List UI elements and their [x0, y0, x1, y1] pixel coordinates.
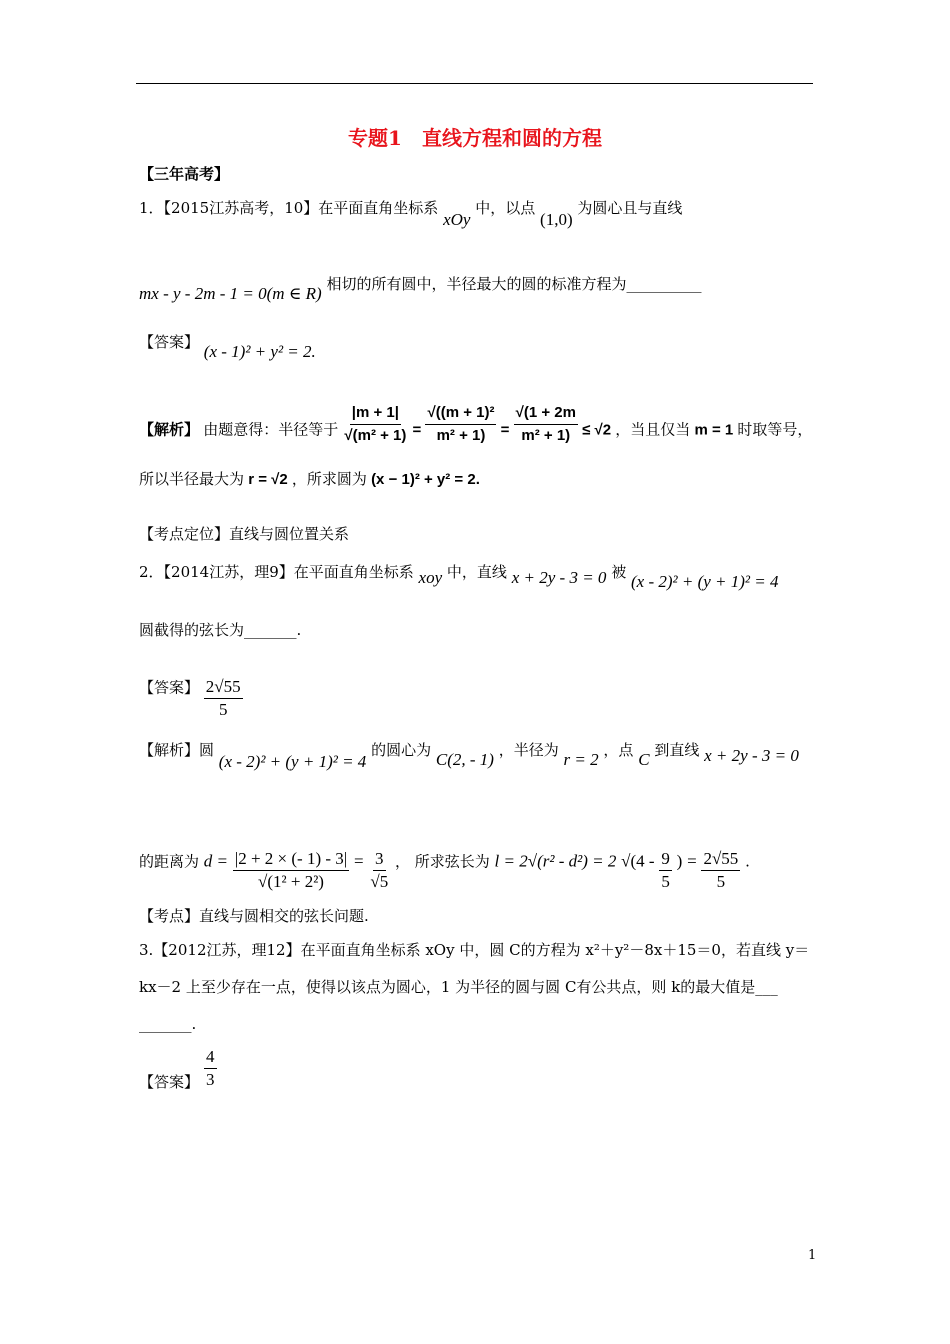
- q2-answer-denominator: 5: [218, 700, 228, 719]
- q2-chord-fraction: [659, 848, 672, 893]
- q2-solution-circle: (x - 2)² + (y + 1)² = 4: [218, 752, 367, 771]
- q2-chord-text: ， 所求弦长为: [394, 852, 490, 871]
- q2-line-equation: x + 2y - 3 = 0: [511, 568, 607, 587]
- q1-solution-text2: ，当且仅当: [615, 421, 691, 439]
- q3-line3: _______.: [139, 1015, 197, 1033]
- q2-solution-to-line: 到直线: [654, 741, 700, 759]
- q2-line1: [139, 562, 779, 591]
- q1-solution-label: 【解析】: [139, 421, 200, 439]
- q1-solution-line1: 【解析】 由题意得：半径等于 $\frac{|m + 1|}{\text{√(m² + 1)}}$ = $\frac{\text{√((m + 1)²}}{\text{m² + 1)}}$ = $\frac{√(1 + 2m}{\text{m² + 1)}}$ ≤ √2 ，当且仅当 m = 1 时取等号，: [139, 408, 812, 453]
- q2-solution-line1: [139, 740, 799, 771]
- q1-line2: [139, 274, 702, 303]
- q1-solution-circle-text: ，所求圆为: [291, 471, 367, 488]
- q2-distance-numerator: |2 + 2 × (- 1) - 3|: [233, 848, 349, 871]
- q2-solution-center-text: 的圆心为: [371, 741, 432, 759]
- q2-prefix: 2．【2014江苏，理9】在平面直角坐标系: [139, 563, 414, 581]
- q1-line-equation: mx - y - 2m - 1 = 0(m ∈ R): [139, 284, 322, 303]
- q2-solution-radius: r = 2: [563, 750, 599, 769]
- q2-mid: 中，直线: [446, 563, 507, 581]
- q2-chord-result-den: 5: [716, 872, 726, 891]
- q2-chord-equals: =: [687, 851, 697, 871]
- q2-distance-equals: =: [353, 851, 364, 871]
- q1-solution-ineq: ≤ √2: [582, 421, 612, 439]
- q2-solution-center: C(2, - 1): [435, 750, 494, 769]
- q1-mid: 中，以点: [475, 199, 536, 217]
- page-title: 专题1 直线方程和圆的方程: [348, 126, 602, 150]
- q2-answer-fraction: [204, 676, 243, 721]
- q2-solution-point: C: [638, 750, 650, 769]
- q2-chord-equation: l = 2√(r² - d²) = 2: [494, 851, 617, 871]
- q1-solution-radius: r = √2: [248, 471, 288, 488]
- section-heading: 【三年高考】: [139, 165, 230, 183]
- q3-answer-denominator: 3: [206, 1070, 215, 1089]
- q2-distance-result-num: 3: [373, 848, 386, 871]
- q1-point: (1,0): [540, 210, 573, 229]
- q1-post: 为圆心且与直线: [577, 199, 683, 217]
- q1-solution-radius-text: 所以半径最大为: [139, 471, 245, 488]
- page-number: 1: [808, 1248, 817, 1263]
- q2-solution-line2: 的距离为 d = $\frac{|2 + 2 \times (- 1) - 3|}{\text{√(1² + 2²)}}$ = $\frac{3}{√5}$ ， 所求弦长为 l = 2√(r² - d²) = 2 √(4 - $\frac{9}{5}$ ) = $\frac{2√55}{5}$ .: [139, 849, 750, 891]
- q3-line2: kx－2 上至少存在一点，使得以该点为圆心，1 为半径的圆与圆 C有公共点，则 k的最大值是___: [139, 978, 778, 996]
- header-rule: [136, 83, 813, 84]
- q2-distance-fraction: [233, 848, 349, 893]
- q1-solution-m1: m = 1: [694, 421, 734, 439]
- q2-answer-numerator: 2√55: [204, 676, 243, 699]
- q2-xoy: xoy: [418, 568, 443, 587]
- q2-distance-result-den: √5: [370, 872, 389, 891]
- q1-answer-value: (x - 1)² + y² = 2.: [203, 342, 316, 361]
- q1-solution-text3: 时取等号，: [737, 421, 813, 439]
- q2-knowledge-point: 【考点】直线与圆相交的弦长问题.: [139, 907, 369, 925]
- q2-circle-equation: (x - 2)² + (y + 1)² = 4: [631, 572, 779, 591]
- q3-line1: 3.【2012江苏，理12】在平面直角坐标系 xOy 中，圆 C的方程为 x²＋y²－8x＋15＝0，若直线 y＝: [139, 941, 810, 959]
- q2-solution-point-text: ，点: [603, 741, 634, 759]
- q1-prefix: 1．【2015江苏高考，10】在平面直角坐标系: [139, 199, 439, 217]
- q1-line1: [139, 198, 683, 229]
- q2-distance-result: [368, 848, 390, 893]
- q2-line2: 圆截得的弦长为_______.: [139, 621, 302, 639]
- q1-solution-circle: (x − 1)² + y² = 2.: [371, 471, 480, 488]
- q2-bei: 被: [611, 563, 627, 581]
- q2-chord-fraction-den: 5: [661, 872, 670, 891]
- q3-answer-numerator: 4: [204, 1046, 217, 1069]
- q2-answer: [139, 666, 243, 719]
- q2-chord-result: [701, 848, 740, 893]
- q2-distance-d: d =: [203, 851, 229, 871]
- q1-xoy: xOy: [443, 210, 471, 229]
- q1-solution-fraction2: $\frac{\text{√((m + 1)²}}{\text{m² + 1)}}$: [427, 404, 495, 444]
- q1-solution-text1: 由题意得：半径等于: [203, 421, 339, 439]
- q2-chord-inner: 4 -: [636, 851, 655, 871]
- q2-solution-line: x + 2y - 3 = 0: [704, 746, 799, 765]
- q1-answer-label: 【答案】: [139, 333, 200, 351]
- q2-answer-label: 【答案】: [139, 678, 200, 697]
- q1-line2-text: 相切的所有圆中，半径最大的圆的标准方程为__________: [326, 275, 702, 293]
- q2-solution-label: 【解析】圆: [139, 741, 215, 759]
- q2-distance-denominator: √(1² + 2²): [258, 872, 324, 891]
- q2-chord-end: .: [745, 852, 750, 871]
- q3-answer-fraction: [204, 1046, 217, 1091]
- q1-answer: [139, 332, 316, 361]
- q1-solution-fraction3: $\frac{√(1 + 2m}{\text{m² + 1)}}$: [515, 404, 576, 444]
- q2-solution-radius-text: ，半径为: [498, 741, 559, 759]
- q1-solution-line2: [139, 470, 480, 490]
- q3-answer-label: 【答案】: [139, 1073, 200, 1091]
- q2-chord-result-num: 2√55: [701, 848, 740, 871]
- q2-distance-text: 的距离为: [139, 852, 200, 871]
- q2-chord-fraction-num: 9: [659, 848, 672, 871]
- q2-chord-sqrt: √(4 -: [621, 851, 655, 871]
- q1-knowledge-point: 【考点定位】直线与圆位置关系: [139, 525, 350, 543]
- q1-solution-fraction1: $\frac{|m + 1|}{\text{√(m² + 1)}}$: [344, 404, 407, 444]
